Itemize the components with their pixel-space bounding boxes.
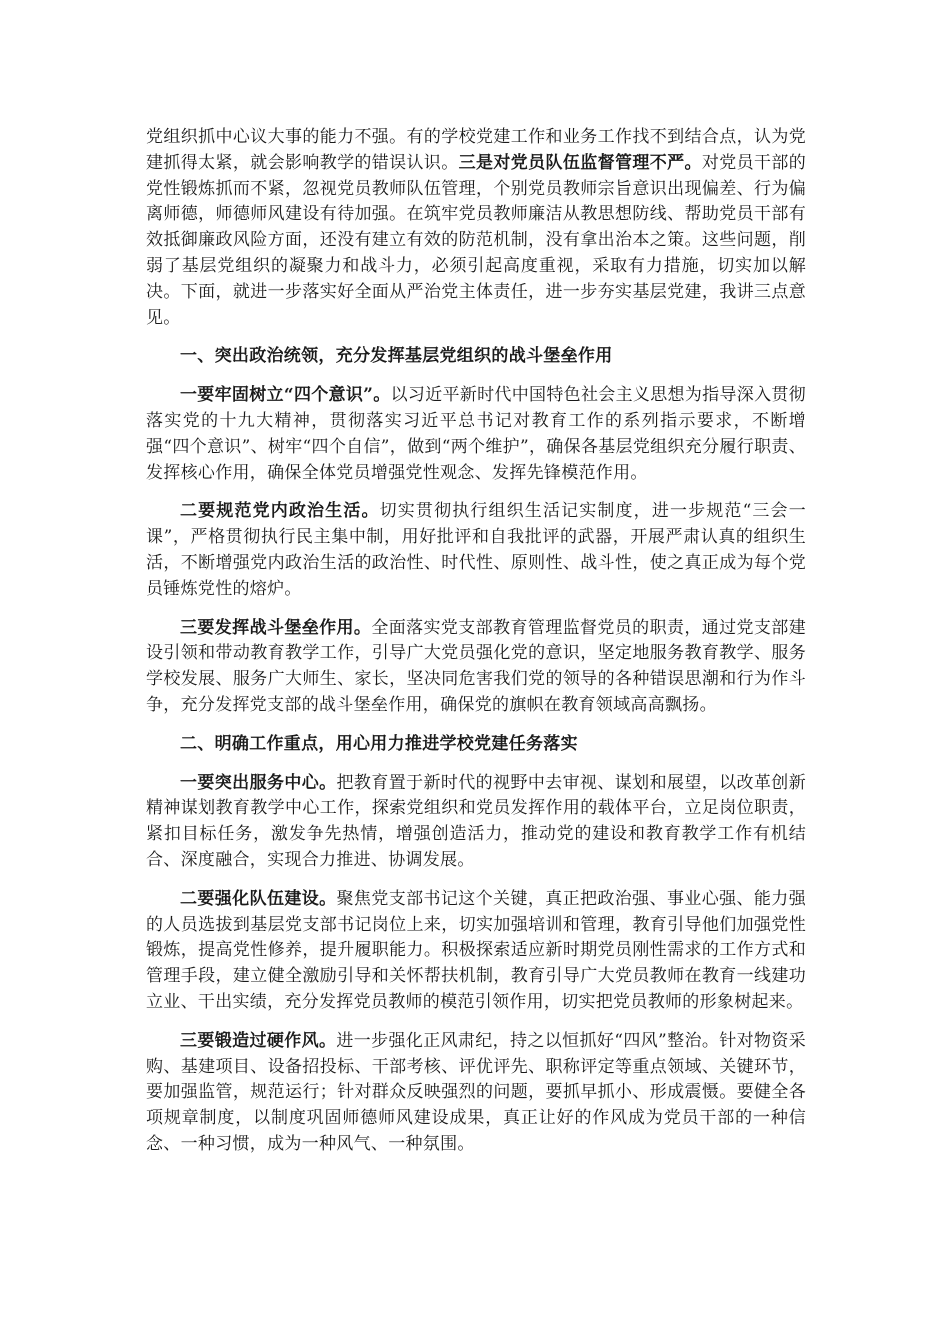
section-1-paragraph-3 (146, 616, 806, 719)
section-heading-2: 二、明确工作重点，用心用力推进学校党建任务落实 (180, 733, 578, 754)
intro-bold-point: 三是对党员队伍监督管理不严。 (458, 152, 702, 173)
paragraph-text: 切实贯彻执行组织生活记实制度，进一步规范“三会一课”，严格贯彻执行民主集中制，用好批评和自我批评的武器，开展严肃认真的组织生活，不断增强党内政治生活的政治性、时代性、原则性、战斗性，使之真正成为每个党员锤炼党性的熔炉。 (146, 501, 806, 599)
section-1-paragraph-2 (146, 499, 806, 602)
paragraph-text: 把教育置于新时代的视野中去审视、谋划和展望，以改革创新精神谋划教育教学中心工作，探索党组织和党员发挥作用的载体平台，立足岗位职责，紧扣目标任务，激发争先热情，增强创造活力，推动党的建设和教育教学工作有机结合、深度融合，实现合力推进、协调发展。 (146, 772, 806, 870)
paragraph-lead: 二要规范党内政治生活。 (180, 501, 380, 522)
section-1-paragraph-1 (146, 383, 806, 486)
section-2-paragraph-1 (146, 771, 806, 874)
paragraph-lead: 三要锻造过硬作风。 (180, 1030, 337, 1051)
paragraph-text: 全面落实党支部教育管理监督党员的职责，通过党支部建设引领和带动教育教学工作，引导广大党员强化党的意识，坚定地服务教育教学、服务学校发展、服务广大师生、家长，坚决同危害我们党的领导的各种错误思潮和行为作斗争，充分发挥党支部的战斗堡垒作用，确保党的旗帜在教育领域高高飘扬。 (146, 617, 806, 715)
section-2-paragraph-2 (146, 887, 806, 1016)
intro-paragraph (146, 125, 806, 331)
intro-text-a: 党组织抓中心议大事的能力不强。有的学校党建工作和业务工作找不到结合点，认为党建抓得太紧，就会影响教学的错误认识。 (146, 127, 806, 173)
paragraph-lead: 一要牢固树立“四个意识”。 (180, 385, 391, 406)
document-page (146, 125, 806, 1158)
section-heading-1: 一、突出政治统领，充分发挥基层党组织的战斗堡垒作用 (180, 346, 613, 367)
section-2-paragraph-3 (146, 1029, 806, 1158)
intro-text-b: 对党员干部的党性锻炼抓而不紧，忽视党员教师队伍管理，个别党员教师宗旨意识出现偏差、行为偏离师德，师德师风建设有待加强。在筑牢党员教师廉洁从教思想防线、帮助党员干部有效抵御廉政风险方面，还没有建立有效的防范机制，没有拿出治本之策。这些问题，削弱了基层党组织的凝聚力和战斗力，必须引起高度重视，采取有力措施，切实加以解决。下面，就进一步落实好全面从严治党主体责任，进一步夯实基层党建，我讲三点意见。 (146, 152, 806, 328)
paragraph-text: 聚焦党支部书记这个关键，真正把政治强、事业心强、能力强的人员选拔到基层党支部书记岗位上来，切实加强培训和管理，教育引导他们加强党性锻炼，提高党性修养，提升履职能力。积极探索适应新时期党员刚性需求的工作方式和管理手段，建立健全激励引导和关怀帮扶机制，教育引导广大党员教师在教育一线建功立业、干出实绩，充分发挥党员教师的模范引领作用，切实把党员教师的形象树起来。 (146, 888, 806, 1012)
paragraph-text: 以习近平新时代中国特色社会主义思想为指导深入贯彻落实党的十九大精神，贯彻落实习近平总书记对教育工作的系列指示要求，不断增强“四个意识”、树牢“四个自信”，做到“两个维护”，确保各基层党组织充分履行职责、发挥核心作用，确保全体党员增强党性观念、发挥先锋模范作用。 (146, 385, 806, 483)
paragraph-lead: 二要强化队伍建设。 (180, 888, 337, 909)
paragraph-lead: 三要发挥战斗堡垒作用。 (180, 617, 372, 638)
paragraph-lead: 一要突出服务中心。 (180, 772, 337, 793)
paragraph-text: 进一步强化正风肃纪，持之以恒抓好“四风”整治。针对物资采购、基建项目、设备招投标、干部考核、评优评先、职称评定等重点领域、关键环节，要加强监管，规范运行；针对群众反映强烈的问题，要抓早抓小、形成震慑。要健全各项规章制度，以制度巩固师德师风建设成果，真正让好的作风成为党员干部的一种信念、一种习惯，成为一种风气、一种氛围。 (146, 1030, 807, 1154)
